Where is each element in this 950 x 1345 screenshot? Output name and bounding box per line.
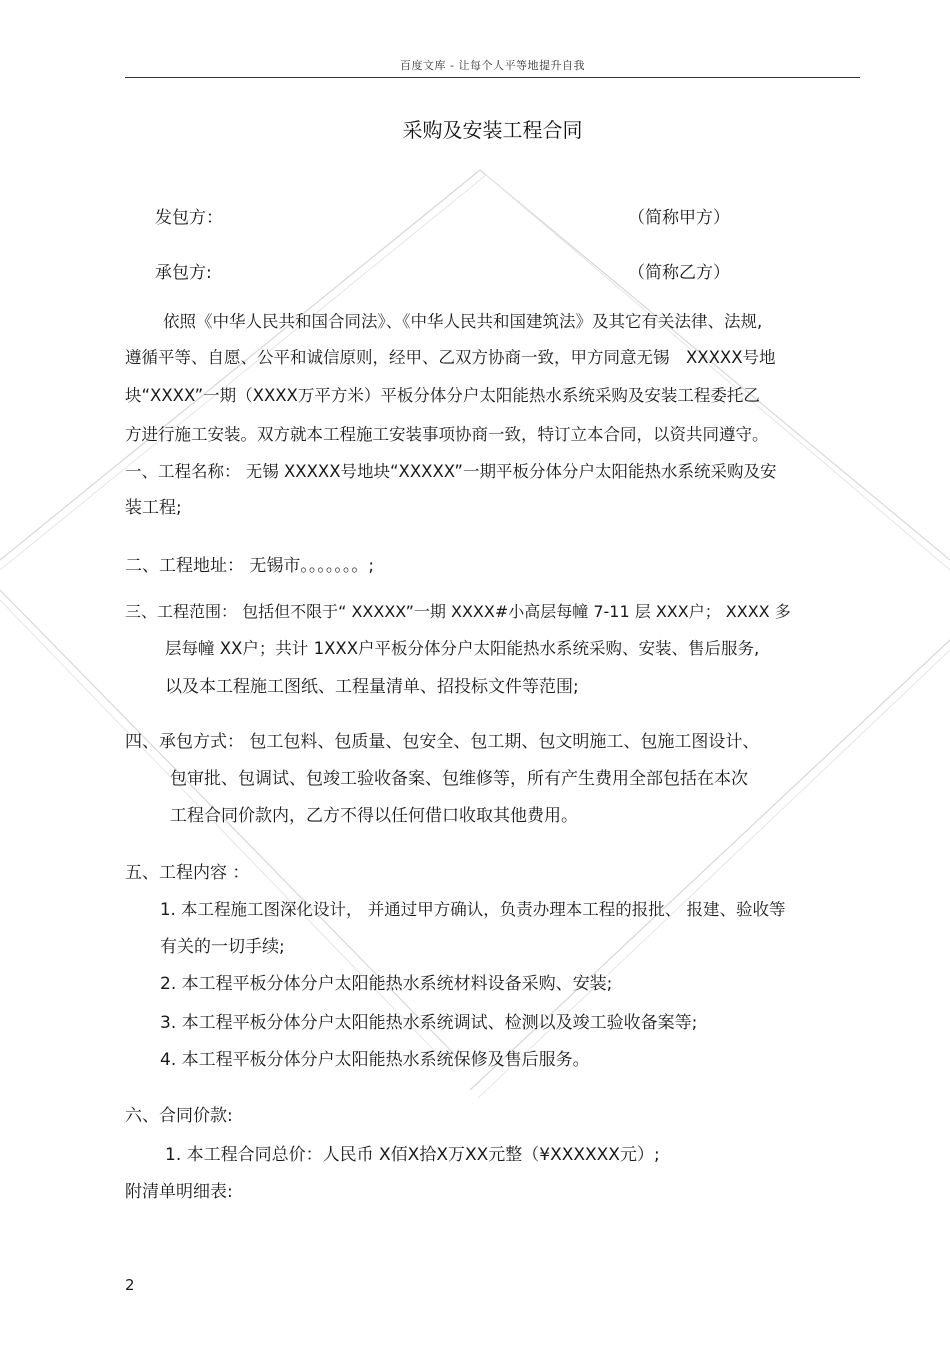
section-contract-mode-cont: 工程合同价款内，乙方不得以任何借口收取其他费用。 xyxy=(170,806,578,826)
preamble-line: 块“XXXX”一期（XXXX万平方米）平板分体分户太阳能热水系统采购及安装工程委托乙 xyxy=(125,386,760,405)
section-project-name: 一、工程名称： 无锡 XXXXX号地块“XXXXX”一期平板分体分户太阳能热水系统采购及安 xyxy=(125,462,777,481)
page-header: 百度文库 - 让每个人平等地提升自我 xyxy=(400,59,585,72)
work-item: 1. 本工程施工图深化设计， 并通过甲方确认，负责办理本工程的报批、 报建、验收等 xyxy=(160,900,786,919)
section-project-scope-cont: 层每幢 XX户；共计 1XXX户平板分体分户太阳能热水系统采购、安装、售后服务, xyxy=(165,639,760,658)
section-contract-mode: 四、承包方式： 包工包料、包质量、包安全、包工期、包文明施工、包施工图设计、 xyxy=(125,732,760,752)
employer-label: 发包方： xyxy=(155,208,223,228)
contractor-abbr: （简称乙方） xyxy=(628,263,730,283)
header-divider xyxy=(125,77,860,78)
section-project-address: 二、工程地址： 无锡市。。。。。。。; xyxy=(125,556,375,576)
work-item: 4. 本工程平板分体分户太阳能热水系统保修及售后服务。 xyxy=(160,1050,590,1070)
page-number: 2 xyxy=(125,1276,135,1294)
section-contract-mode-cont: 包审批、包调试、包竣工验收备案、包维修等，所有产生费用全部包括在本次 xyxy=(170,769,748,789)
document-title: 采购及安装工程合同 xyxy=(402,118,583,142)
section-project-scope: 三、工程范围： 包括但不限于“ XXXXX”一期 XXXX#小高层每幢 7-11 层 XXX户； XXXX 多 xyxy=(125,602,791,621)
work-item: 3. 本工程平板分体分户太阳能热水系统调试、检测以及竣工验收备案等; xyxy=(160,1013,698,1033)
section-contract-price-heading: 六、合同价款: xyxy=(125,1106,233,1126)
attachment-note: 附清单明细表: xyxy=(125,1182,233,1202)
section-project-scope-cont: 以及本工程施工图纸、工程量清单、招投标文件等范围; xyxy=(165,677,579,697)
employer-abbr: （简称甲方） xyxy=(628,208,730,228)
preamble-line: 方进行施工安装。双方就本工程施工安装事项协商一致，特订立本合同，以资共同遵守。 xyxy=(125,425,769,444)
section-work-content-heading: 五、工程内容 ： xyxy=(125,863,250,883)
preamble-line: 遵循平等、自愿、公平和诚信原则，经甲、乙双方协商一致，甲方同意无锡 XXXXX号地 xyxy=(125,348,776,367)
section-project-name-cont: 装工程; xyxy=(125,498,182,518)
preamble-line: 依照《中华人民共和国合同法》、《中华人民共和国建筑法》及其它有关法律、法规, xyxy=(163,312,763,331)
contract-price-item: 1. 本工程合同总价：人民币 X佰X拾X万XX元整（¥XXXXXX元）; xyxy=(165,1145,660,1165)
contractor-label: 承包方: xyxy=(155,263,212,283)
work-item: 2. 本工程平板分体分户太阳能热水系统材料设备采购、安装; xyxy=(160,974,613,994)
work-item-cont: 有关的一切手续; xyxy=(160,937,285,957)
